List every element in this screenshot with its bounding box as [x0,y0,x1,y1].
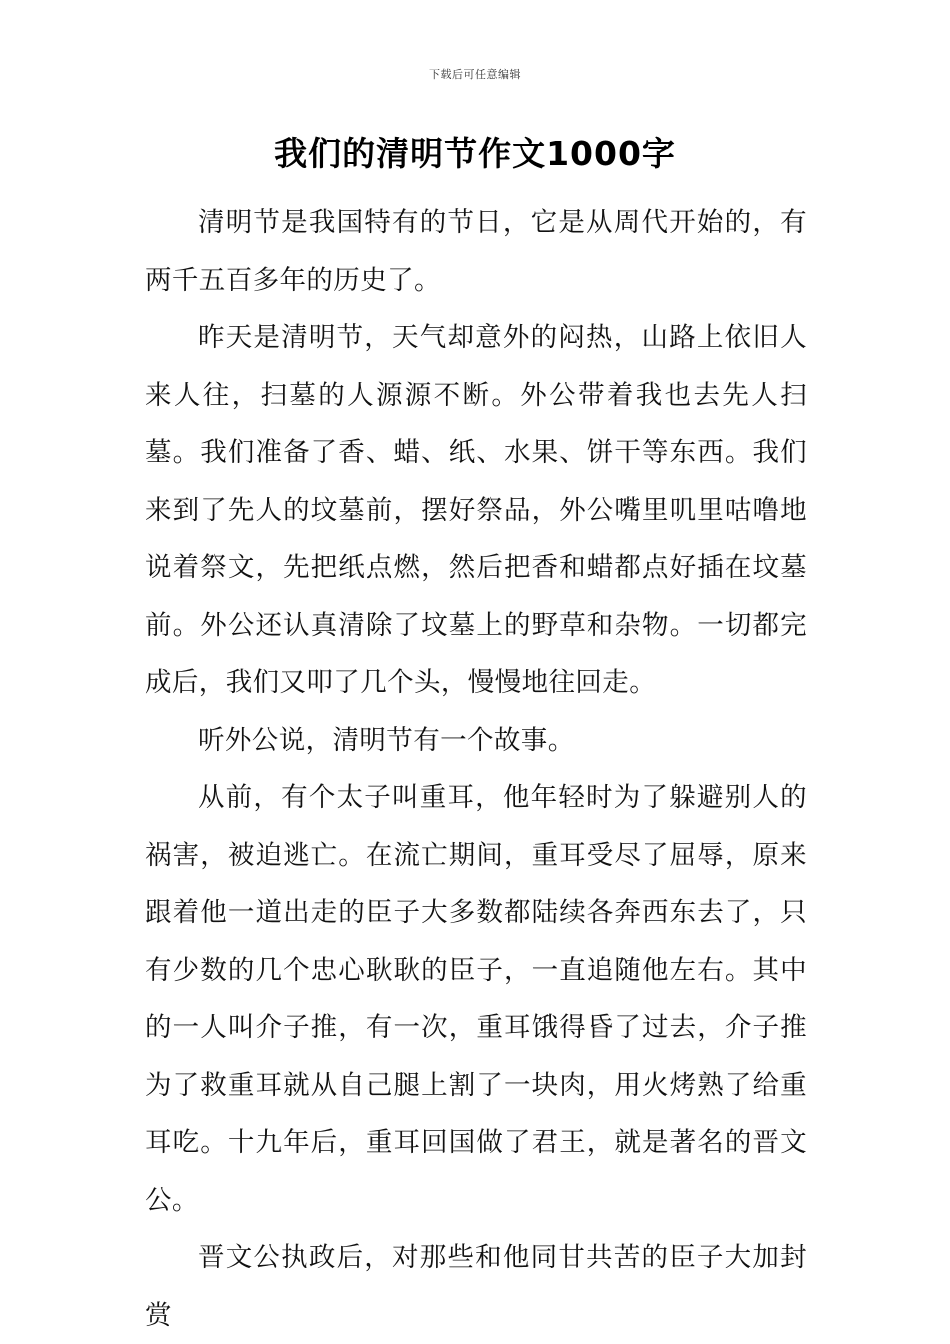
paragraph-4: 从前，有个太子叫重耳，他年轻时为了躲避别人的祸害，被迫逃亡。在流亡期间，重耳受尽了屈辱，原来跟着他一道出走的臣子大多数都陆续各奔西东去了，只有少数的几个忠心耿耿的臣子，一直追随他左右。其中的一人叫介子推，有一次，重耳饿得昏了过去，介子推为了救重耳就从自己腿上割了一块肉，用火烤熟了给重耳吃。十九年后，重耳回国做了君王，就是著名的晋文公。 [145,782,807,1216]
paragraph-1: 清明节是我国特有的节日，它是从周代开始的，有两千五百多年的历史了。 [145,207,807,296]
paragraph-3: 听外公说，清明节有一个故事。 [198,724,575,756]
document-body [145,194,807,1344]
paragraph-5: 晋文公执政后，对那些和他同甘共苦的臣子大加封赏 [145,1242,807,1331]
paragraph-2: 昨天是清明节，天气却意外的闷热，山路上依旧人来人往，扫墓的人源源不断。外公带着我也去先人扫墓。我们准备了香、蜡、纸、水果、饼干等东西。我们来到了先人的坟墓前，摆好祭品，外公嘴里叽里咕噜地说着祭文，先把纸点燃，然后把香和蜡都点好插在坟墓前。外公还认真清除了坟墓上的野草和杂物。一切都完成后，我们又叩了几个头，慢慢地往回走。 [145,322,807,698]
document-title: 我们的清明节作文1000字 [274,134,676,173]
header-note: 下载后可任意编辑 [429,68,521,81]
